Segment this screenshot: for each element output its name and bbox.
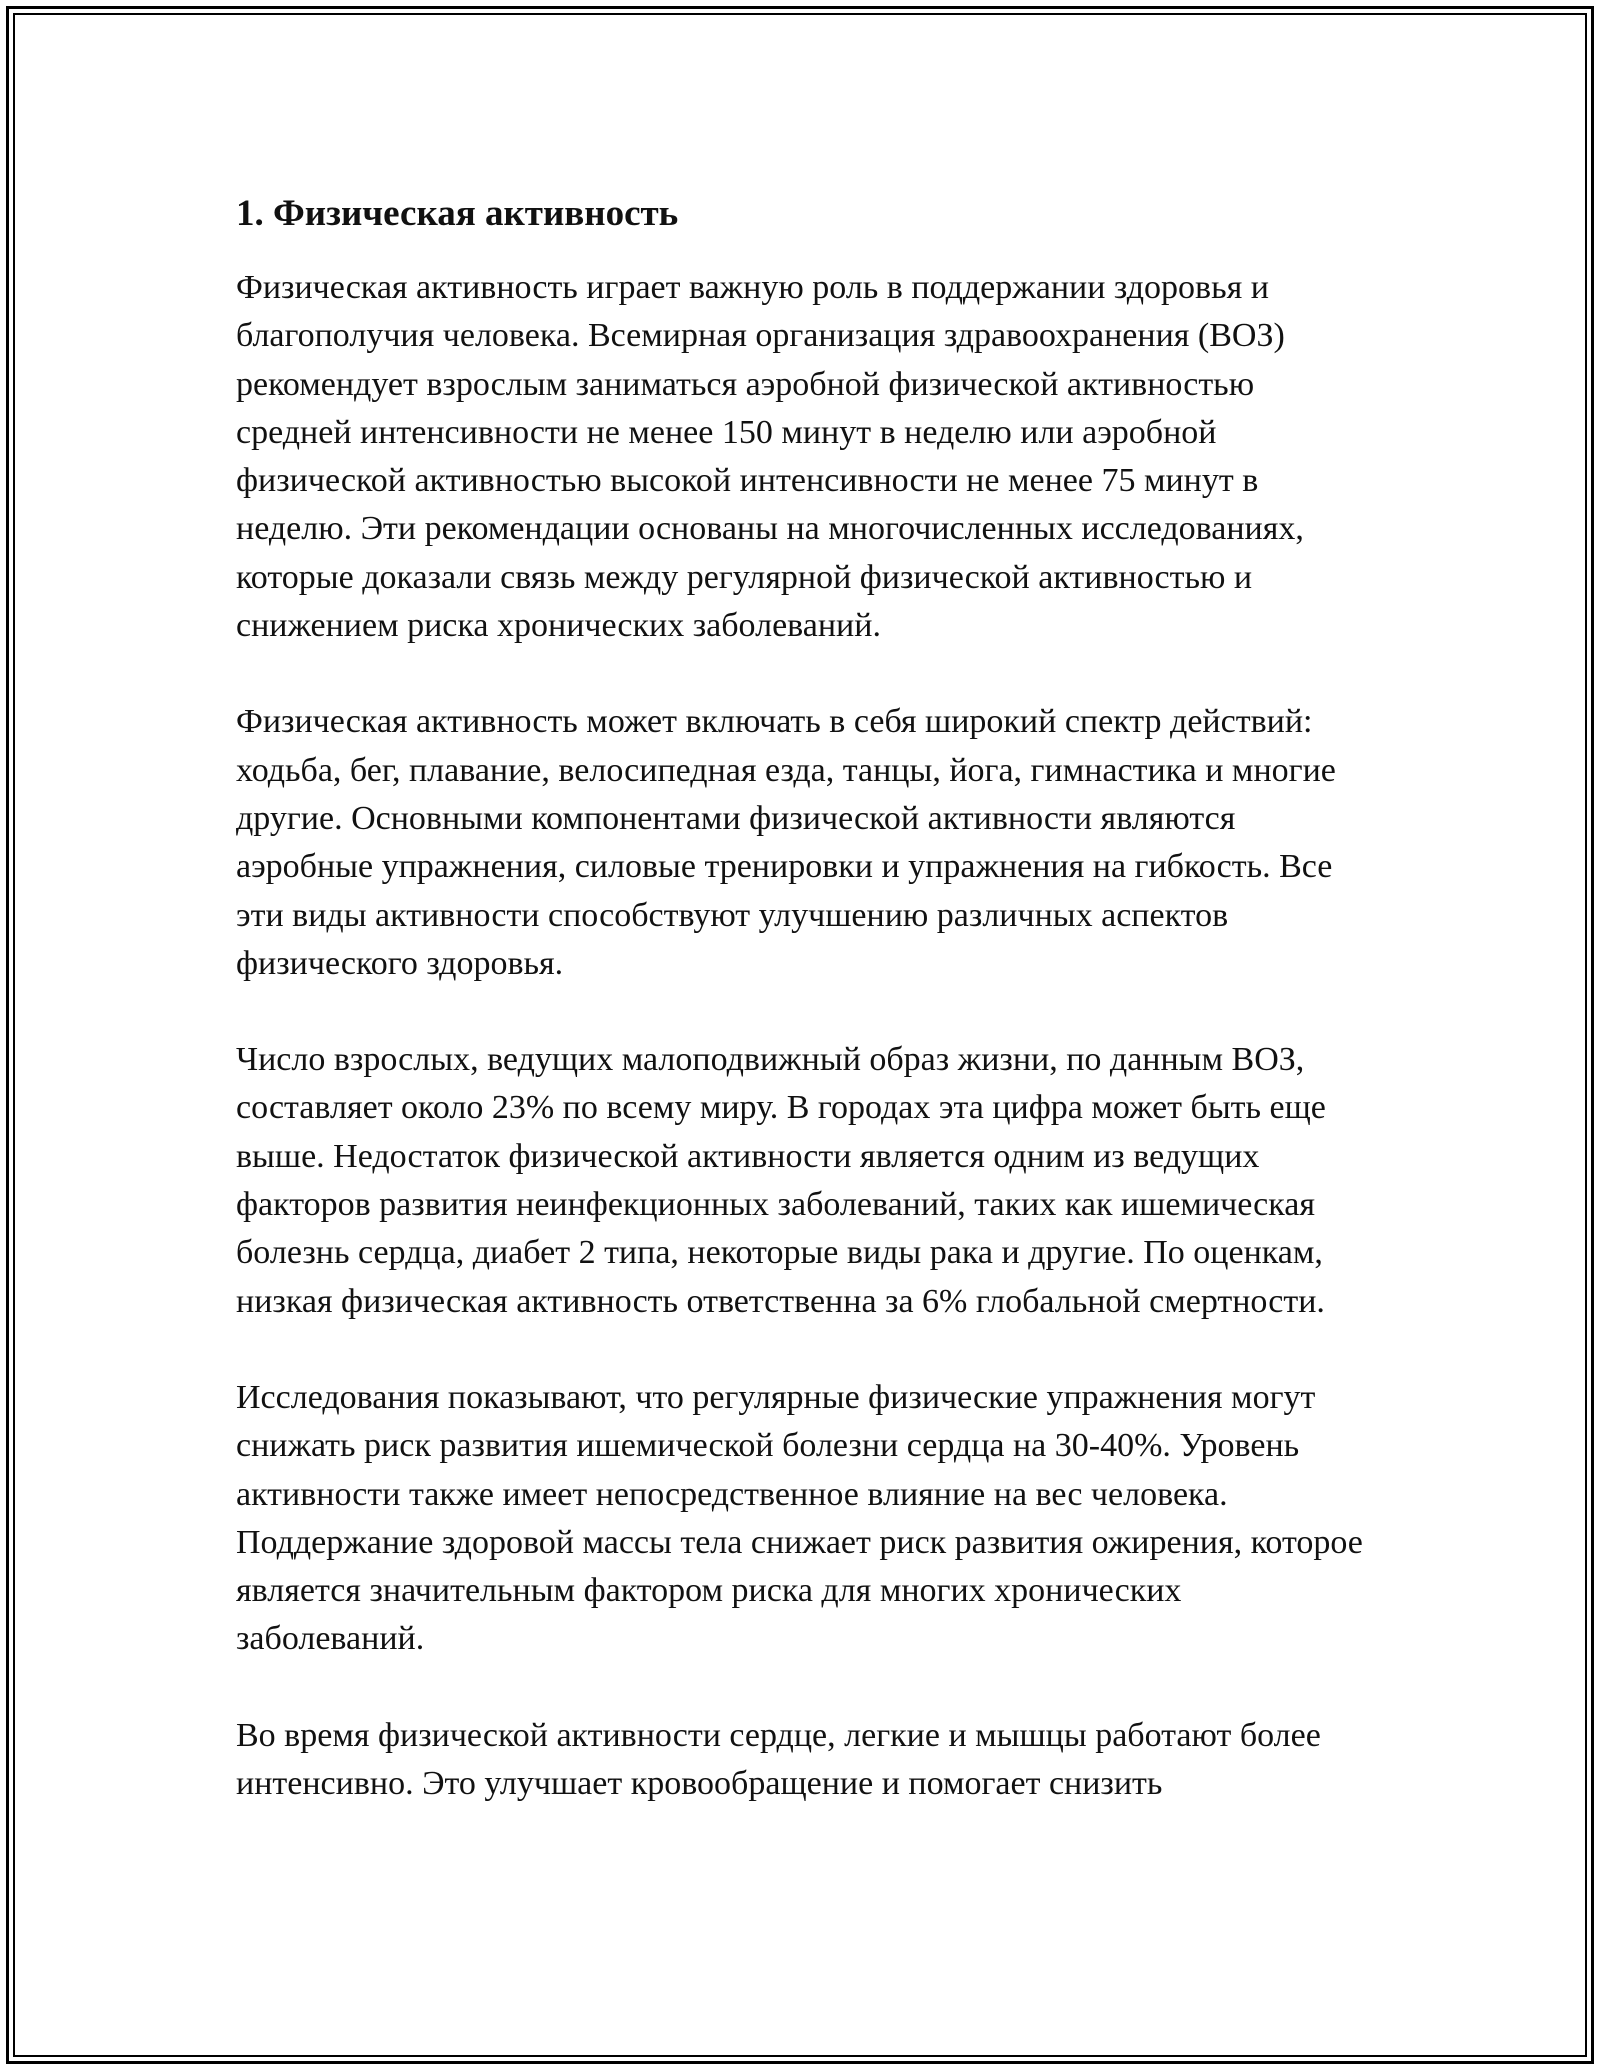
paragraph: Во время физической активности сердце, легкие и мышцы работают более интенсивно. Это улучшает кровообращение и помогает снизить <box>236 1716 1321 1803</box>
section-heading: 1. Физическая активность <box>236 193 679 234</box>
paragraph: Число взрослых, ведущих малоподвижный образ жизни, по данным ВОЗ, составляет около 23% по всему миру. В городах эта цифра может быть еще выше. Недостаток физической активности является одним из ведущих факторов развития неинфекционных заболеваний, таких как ишемическая болезнь сердца, диабет 2 типа, некоторые виды рака и другие. По оценкам, низкая физическая активность ответственна за 6% глобальной смертности. <box>236 1041 1326 1320</box>
paragraph: Физическая активность может включать в себя широкий спектр действий: ходьба, бег, плавание, велосипедная езда, танцы, йога, гимнастика и многие другие. Основными компонентами физической активности являются аэробные упражнения, силовые тренировки и упражнения на гибкость. Все эти виды активности способствуют улучшению различных аспектов физического здоровья. <box>236 703 1336 982</box>
paragraph: Физическая активность играет важную роль в поддержании здоровья и благополучия человека. Всемирная организация здравоохранения (ВОЗ) рекомендует взрослым заниматься аэробной физической активностью средней интенсивности не менее 150 минут в неделю или аэробной физической активностью высокой интенсивности не менее 75 минут в неделю. Эти рекомендации основаны на многочисленных исследованиях, которые доказали связь между регулярной физической активностью и снижением риска хронических заболеваний. <box>236 269 1304 645</box>
document-body <box>236 190 1366 1808</box>
paragraph: Исследования показывают, что регулярные физические упражнения могут снижать риск развития ишемической болезни сердца на 30-40%. Уровень активности также имеет непосредственное влияние на вес человека. Поддержание здоровой массы тела снижает риск развития ожирения, которое является значительным фактором риска для многих хронических заболеваний. <box>236 1378 1363 1658</box>
